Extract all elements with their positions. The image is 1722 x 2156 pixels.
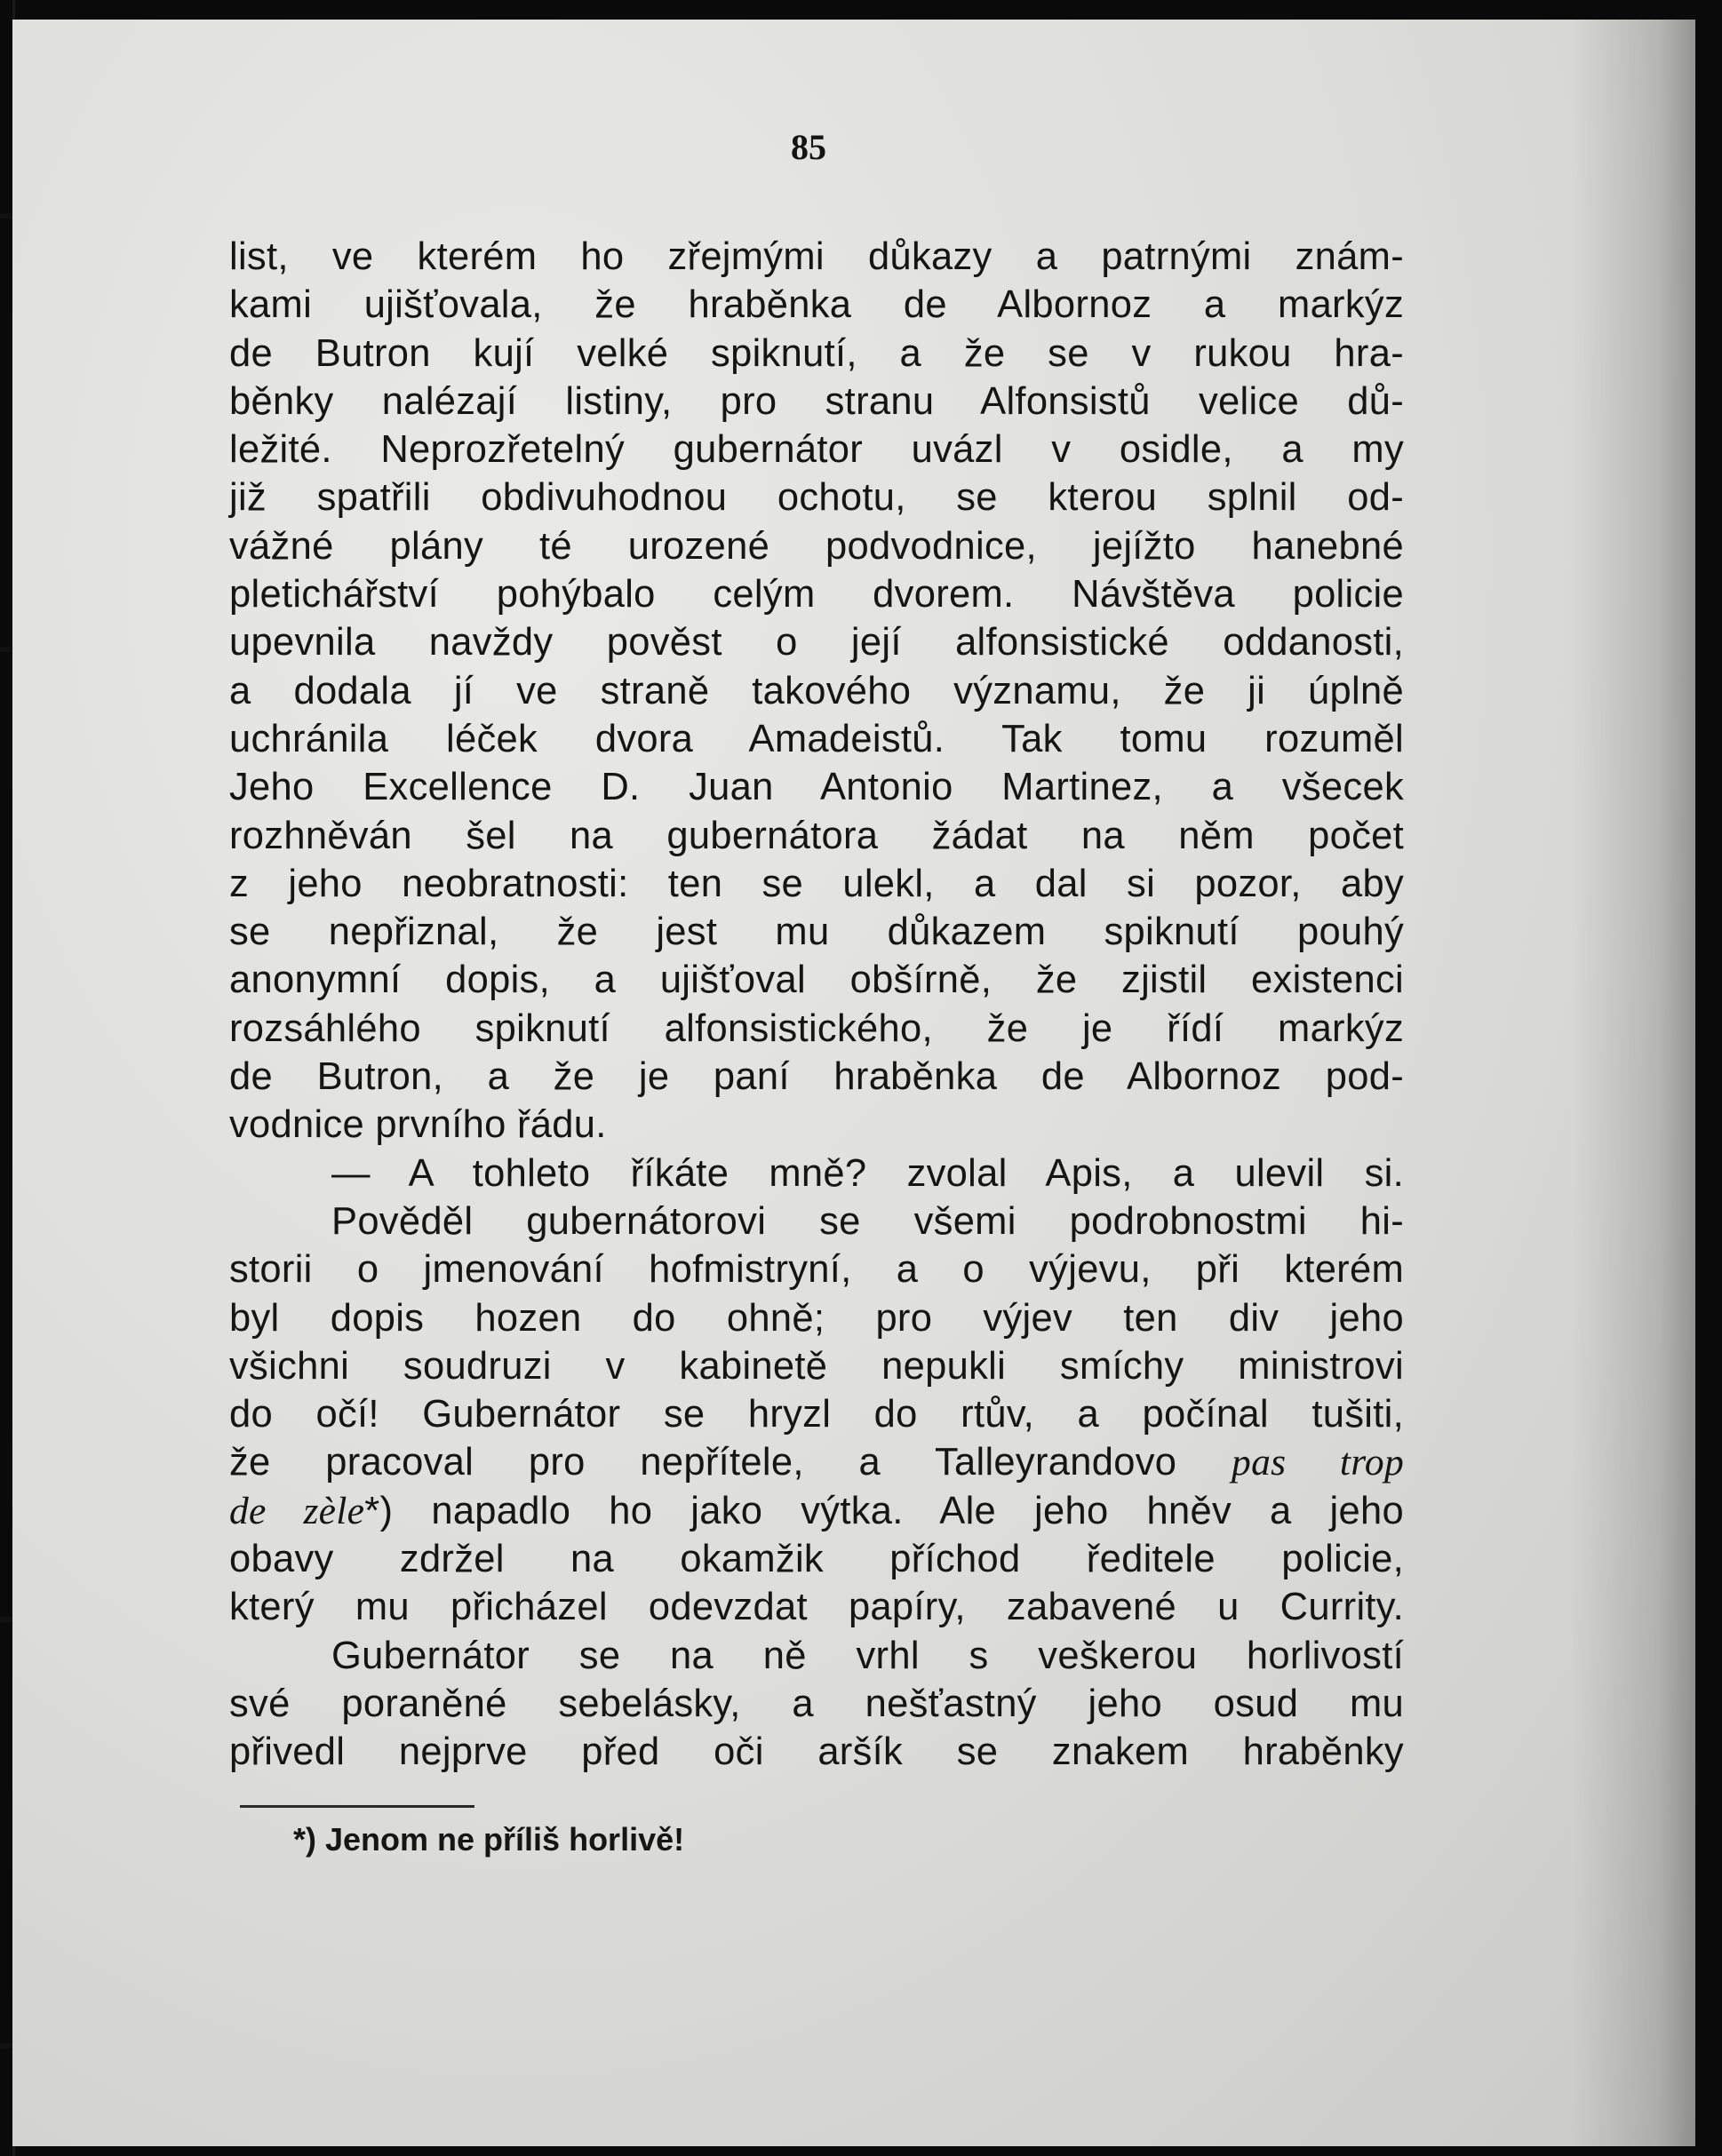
text-line: de Butron kují velké spiknutí, a že se v rukou hra- (229, 331, 1404, 375)
paragraph-start-line: Gubernátor se na ně vrhl s veškerou horlivostí (331, 1634, 1404, 1677)
text-line: již spatřili obdivuhodnou ochotu, se kterou splnil od- (229, 476, 1404, 520)
text-line: rozsáhlého spiknutí alfonsistického, že je řídí markýz (229, 1006, 1404, 1050)
text-line: obavy zdržel na okamžik příchod ředitele policie, (229, 1538, 1404, 1581)
text-line: upevnila navždy pověst o její alfonsistické oddanosti, (229, 621, 1404, 664)
text-line: anonymní dopis, a ujišťoval obšírně, že zjistil existenci (229, 959, 1404, 1002)
body-text (229, 233, 1404, 1777)
text-line: rozhněván šel na gubernátora žádat na něm počet (229, 814, 1404, 857)
text-line: uchránila léček dvora Amadeistů. Tak tomu rozuměl (229, 717, 1404, 760)
text-line: vodnice prvního řádu. (229, 1103, 607, 1147)
text-segment: *) napadlo ho jako výtka. Ale jeho hněv a jeho (364, 1489, 1404, 1532)
text-line: do očí! Gubernátor se hryzl do rtův, a počínal tušiti, (229, 1393, 1404, 1436)
text-line: ležité. Neprozřetelný gubernátor uvázl v osidle, a my (229, 428, 1404, 472)
text-line: de Butron, a že je paní hraběnka de Albornoz pod- (229, 1055, 1404, 1099)
text-line: běnky nalézají listiny, pro stranu Alfonsistů velice dů- (229, 379, 1404, 423)
italic-phrase: pas trop (1232, 1441, 1404, 1484)
text-line: své poraněné sebelásky, a nešťastný jeho osud mu (229, 1682, 1404, 1725)
text-line: který mu přicházel odevzdat papíry, zabavené u Currity. (229, 1586, 1404, 1629)
text-line: se nepřiznal, že jest mu důkazem spiknutí pouhý (229, 911, 1404, 954)
text-line: všichni soudruzi v kabinetě nepukli smíchy ministrovi (229, 1344, 1404, 1388)
text-segment: že pracoval pro nepřítele, a Talleyrandovo (229, 1441, 1177, 1484)
text-line (229, 1438, 1404, 1486)
text-line: byl dopis hozen do ohně; pro výjev ten div jeho (229, 1296, 1404, 1340)
text-line: pletichářství pohýbalo celým dvorem. Návštěva policie (229, 573, 1404, 617)
text-line: storii o jmenování hofmistryní, a o výjevu, při kterém (229, 1248, 1404, 1292)
footnote-divider (240, 1805, 474, 1808)
page-number: 85 (791, 127, 826, 167)
text-line: vážné plány té urozené podvodnice, jejížto hanebné (229, 524, 1404, 568)
page-shadow (1571, 20, 1695, 2146)
text-line: list, ve kterém ho zřejmými důkazy a patrnými znám- (229, 235, 1404, 278)
dialogue-line: — A tohleto říkáte mně? zvolal Apis, a ulevil si. (331, 1151, 1404, 1195)
footnote: *) Jenom ne příliš horlivě! (293, 1821, 685, 1858)
italic-phrase: de zèle (229, 1489, 365, 1532)
paragraph-start-line: Pověděl gubernátorovi se všemi podrobnostmi hi- (331, 1199, 1404, 1243)
text-line: kami ujišťovala, že hraběnka de Albornoz a markýz (229, 283, 1404, 327)
text-line: přivedl nejprve před oči aršík se znakem hraběnky (229, 1730, 1404, 1774)
text-line (229, 1487, 1404, 1535)
text-line: Jeho Excellence D. Juan Antonio Martinez, a všecek (229, 766, 1404, 809)
text-line: z jeho neobratnosti: ten se ulekl, a dal si pozor, aby (229, 862, 1404, 905)
text-line: a dodala jí ve straně takového významu, že ji úplně (229, 669, 1404, 712)
